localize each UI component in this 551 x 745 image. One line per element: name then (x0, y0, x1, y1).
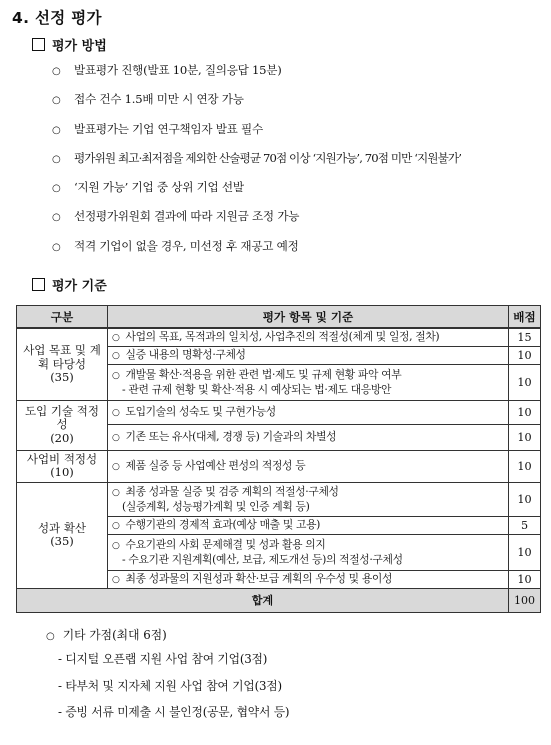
points-cell: 10 (509, 364, 541, 400)
list-item (52, 208, 461, 237)
circle-bullet-icon: ○ (52, 95, 61, 107)
list-item-text: 적격 기업이 없을 경우, 미선정 후 재공고 예정 (74, 238, 299, 253)
category-points: (20) (50, 430, 74, 445)
criteria-item (108, 400, 509, 424)
criteria-heading-text: 평가 기준 (52, 279, 107, 294)
header-points: 배점 (509, 306, 541, 329)
points-cell: 10 (509, 346, 541, 364)
points-cell: 5 (509, 516, 541, 534)
total-row (17, 588, 541, 612)
criteria-item (108, 364, 509, 400)
item-text: 실증 내용의 명확성·구체성 (125, 347, 246, 361)
criteria-item (108, 450, 509, 482)
list-item-text: 평가위원 최고·최저점을 제외한 산술평균 70점 이상 ‘지원가능’, 70점 미만 ‘지원불가’ (74, 150, 461, 165)
criteria-item (108, 482, 509, 516)
item-subtext: - 수요기관 지원계획(예산, 보급, 제도개선 등)의 적절성·구체성 (122, 552, 403, 566)
circle-bullet-icon: ○ (52, 183, 61, 195)
header-category: 구분 (17, 306, 108, 329)
category-label: 도입 기술 적정성 (25, 403, 99, 432)
category-label: 성과 확산 (37, 520, 87, 535)
table-header-row (17, 306, 541, 329)
list-item-text: ‘지원 가능’ 기업 중 상위 기업 선발 (74, 180, 244, 195)
category-cell (17, 482, 108, 588)
criteria-item (108, 534, 509, 570)
list-item-text: 발표평가는 기업 연구책임자 발표 필수 (74, 121, 263, 136)
table-row (17, 400, 541, 424)
circle-bullet-icon: ○ (112, 574, 120, 585)
circle-bullet-icon: ○ (112, 407, 120, 418)
header-item: 평가 항목 및 기준 (108, 306, 509, 329)
total-points: 100 (509, 588, 541, 612)
list-item (52, 62, 461, 91)
points-cell: 10 (509, 534, 541, 570)
checkbox-square-icon (32, 38, 45, 51)
circle-bullet-icon: ○ (112, 461, 120, 472)
list-item (52, 150, 461, 179)
list-item (52, 179, 461, 208)
item-text: 개발물 확산·적용을 위한 관련 법·제도 및 규제 현황 파악 여부 (125, 367, 402, 381)
item-text: 수행기관의 경제적 효과(예상 매출 및 고용) (125, 517, 321, 531)
item-subtext: - 관련 규제 현황 및 확산·적용 시 예상되는 법·제도 대응방안 (122, 382, 392, 396)
circle-bullet-icon: ○ (112, 487, 120, 498)
item-text: 사업의 목표, 목적과의 일치성, 사업추진의 적절성(체계 및 일정, 절차) (125, 329, 440, 343)
total-label: 합계 (17, 588, 509, 612)
circle-bullet-icon: ○ (112, 432, 120, 443)
category-cell (17, 328, 108, 400)
table-row (17, 328, 541, 346)
circle-bullet-icon: ○ (52, 241, 61, 253)
item-text: 기존 또는 유사(대체, 경쟁 등) 기술과의 차별성 (125, 429, 337, 443)
list-item-text: 선정평가위원회 결과에 따라 지원금 조정 가능 (74, 209, 300, 224)
item-text: 도입기술의 성숙도 및 구현가능성 (125, 404, 276, 418)
circle-bullet-icon: ○ (112, 332, 120, 343)
circle-bullet-icon: ○ (112, 540, 120, 551)
list-item: - 증빙 서류 미제출 시 불인정(공문, 협약서 등) (58, 705, 290, 719)
extra-points-list (58, 650, 289, 730)
circle-bullet-icon: ○ (52, 212, 61, 224)
points-cell: 10 (509, 482, 541, 516)
criteria-heading (32, 275, 107, 294)
method-heading (32, 35, 107, 54)
circle-bullet-icon: ○ (112, 520, 120, 531)
circle-bullet-icon: ○ (46, 631, 55, 642)
checkbox-square-icon (32, 278, 45, 291)
item-text: 최종 성과물의 지원성과 확산·보급 계획의 우수성 및 용이성 (125, 571, 393, 585)
circle-bullet-icon: ○ (52, 124, 61, 136)
extra-heading-text: 기타 가점(최대 6점) (62, 628, 167, 642)
table-row (17, 450, 541, 482)
list-item: - 디지털 오픈랩 지원 사업 참여 기업(3점) (58, 652, 268, 666)
circle-bullet-icon: ○ (52, 153, 60, 165)
list-item-text: 발표평가 진행(발표 10분, 질의응답 15분) (74, 63, 282, 77)
category-label: 사업 목표 및 계획 타당성 (23, 343, 101, 371)
points-cell: 10 (509, 450, 541, 482)
list-item (52, 121, 461, 150)
criteria-item (108, 346, 509, 364)
category-cell (17, 450, 108, 482)
category-cell (17, 400, 108, 450)
points-cell: 10 (509, 424, 541, 450)
circle-bullet-icon: ○ (52, 66, 61, 77)
list-item: - 타부처 및 지자체 지원 사업 참여 기업(3점) (58, 678, 282, 693)
item-text: 제품 실증 등 사업예산 편성의 적정성 등 (125, 458, 306, 472)
criteria-item (108, 424, 509, 450)
item-subtext: (실증계획, 성능평가계획 및 인증 계획 등) (122, 499, 310, 513)
criteria-item (108, 328, 509, 346)
points-cell: 10 (509, 570, 541, 588)
category-label: 사업비 적정성 (26, 451, 98, 466)
item-text: 최종 성과물 실증 및 검증 계획의 적절성·구체성 (125, 484, 339, 498)
method-heading-text: 평가 방법 (52, 39, 107, 54)
list-item (52, 91, 461, 120)
section-title: 4. 선정 평가 (12, 9, 102, 27)
list-item (52, 238, 461, 267)
circle-bullet-icon: ○ (112, 370, 120, 381)
circle-bullet-icon: ○ (112, 350, 120, 361)
method-list (52, 62, 461, 267)
category-points: (35) (50, 370, 74, 384)
points-cell: 15 (509, 328, 541, 346)
criteria-item (108, 516, 509, 534)
extra-points-heading (46, 626, 167, 643)
table-row (17, 482, 541, 516)
criteria-table (16, 305, 541, 613)
category-points: (10) (50, 465, 74, 479)
criteria-item (108, 570, 509, 588)
item-text: 수요기관의 사회 문제해결 및 성과 활용 의지 (125, 537, 326, 551)
category-points: (35) (50, 534, 74, 548)
list-item-text: 접수 건수 1.5배 미만 시 연장 가능 (74, 92, 244, 107)
points-cell: 10 (509, 400, 541, 424)
